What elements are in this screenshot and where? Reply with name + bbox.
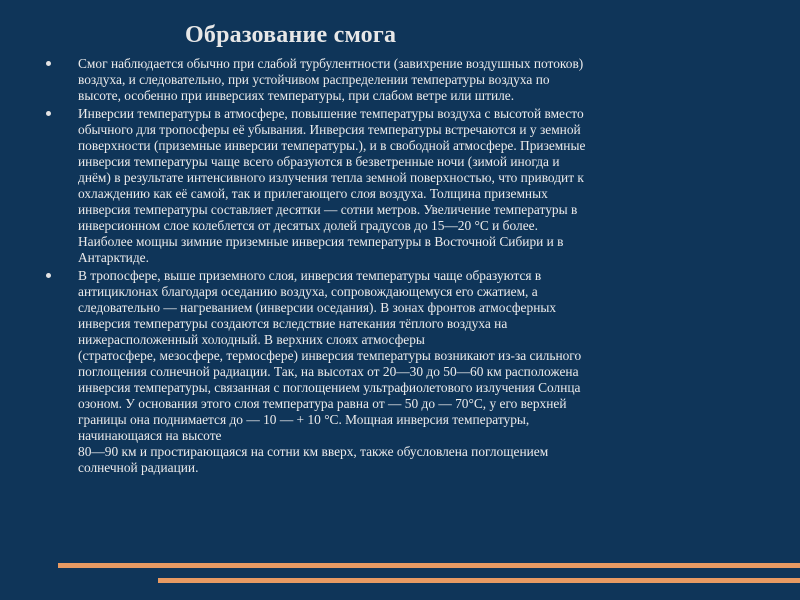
bullet-item-troposphere <box>46 268 762 476</box>
paragraph-line: высоте, особенно при инверсиях температуры, при слабом ветре или штиле. <box>78 88 515 103</box>
paragraph-line: начинающаяся на высоте <box>78 428 222 443</box>
slide-title: Образование смога <box>185 22 397 48</box>
bullet-item-inversion <box>46 106 762 266</box>
paragraph-line: Смог наблюдается обычно при слабой турбулентности (завихрение воздушных потоков) <box>78 56 584 71</box>
bullet-item-smog <box>46 56 762 104</box>
paragraph-line: Наиболее мощны зимние приземные инверсия температуры в Восточной Сибири и в <box>78 234 564 249</box>
paragraph-line: Антарктиде. <box>78 250 149 265</box>
paragraph-line: 80—90 км и простирающаяся на сотни км вверх, также обусловлена поглощением <box>78 444 549 459</box>
bullet-icon <box>46 111 51 116</box>
paragraph-line: солнечной радиации. <box>78 460 199 475</box>
paragraph-line: Инверсии температуры в атмосфере, повышение температуры воздуха с высотой вместо <box>78 106 584 121</box>
paragraph-line: (стратосфере, мезосфере, термосфере) инверсия температуры возникают из-за сильного <box>78 348 582 363</box>
paragraph-line: охлаждению как её самой, так и прилегающего слоя воздуха. Толщина приземных <box>78 186 548 201</box>
paragraph-line: границы она поднимается до — 10 — + 10 °С. Мощная инверсия температуры, <box>78 412 530 427</box>
bullet-list <box>46 56 762 478</box>
paragraph-line: поверхности (приземные инверсии температуры.), и в свободной атмосфере. Приземные <box>78 138 586 153</box>
paragraph-line: днём) в результате интенсивного излучения тепла земной поверхностью, что приводит к <box>78 170 584 185</box>
bullet-icon <box>46 273 51 278</box>
bullet-icon <box>46 61 51 66</box>
paragraph-line: обычного для тропосферы её убывания. Инверсия температуры встречаются и у земной <box>78 122 581 137</box>
paragraph-line: инверсия температуры чаще всего образуются в безветренные ночи (зимой иногда и <box>78 154 560 169</box>
paragraph-line: инверсионном слое колеблется от десятых долей градусов до 15—20 °С и более. <box>78 218 538 233</box>
paragraph-line: воздуха, и следовательно, при устойчивом распределении температуры воздуха по <box>78 72 550 87</box>
paragraph-line: поглощения солнечной радиации. Так, на высотах от 20—30 до 50—60 км расположена <box>78 364 579 379</box>
paragraph-line: инверсия температуры создаются вследствие натекания тёплого воздуха на <box>78 316 508 331</box>
accent-stripe-upper <box>58 563 800 568</box>
paragraph-line: В тропосфере, выше приземного слоя, инверсия температуры чаще образуются в <box>78 268 542 283</box>
paragraph-line: инверсия температуры, связанная с поглощением ультрафиолетового излучения Солнца <box>78 380 581 395</box>
paragraph-line: инверсия температуры составляет десятки — сотни метров. Увеличение температуры в <box>78 202 578 217</box>
paragraph-line: озоном. У основания этого слоя температура равна от — 50 до — 70°С, у его верхней <box>78 396 567 411</box>
paragraph-line: нижерасположенный холодный. В верхних слоях атмосферы <box>78 332 425 347</box>
paragraph-line: следовательно — нагреванием (инверсии оседания). В зонах фронтов атмосферных <box>78 300 557 315</box>
accent-stripe-lower <box>158 578 800 583</box>
paragraph-line: антициклонах благодаря оседанию воздуха, сопровождающемуся его сжатием, а <box>78 284 538 299</box>
